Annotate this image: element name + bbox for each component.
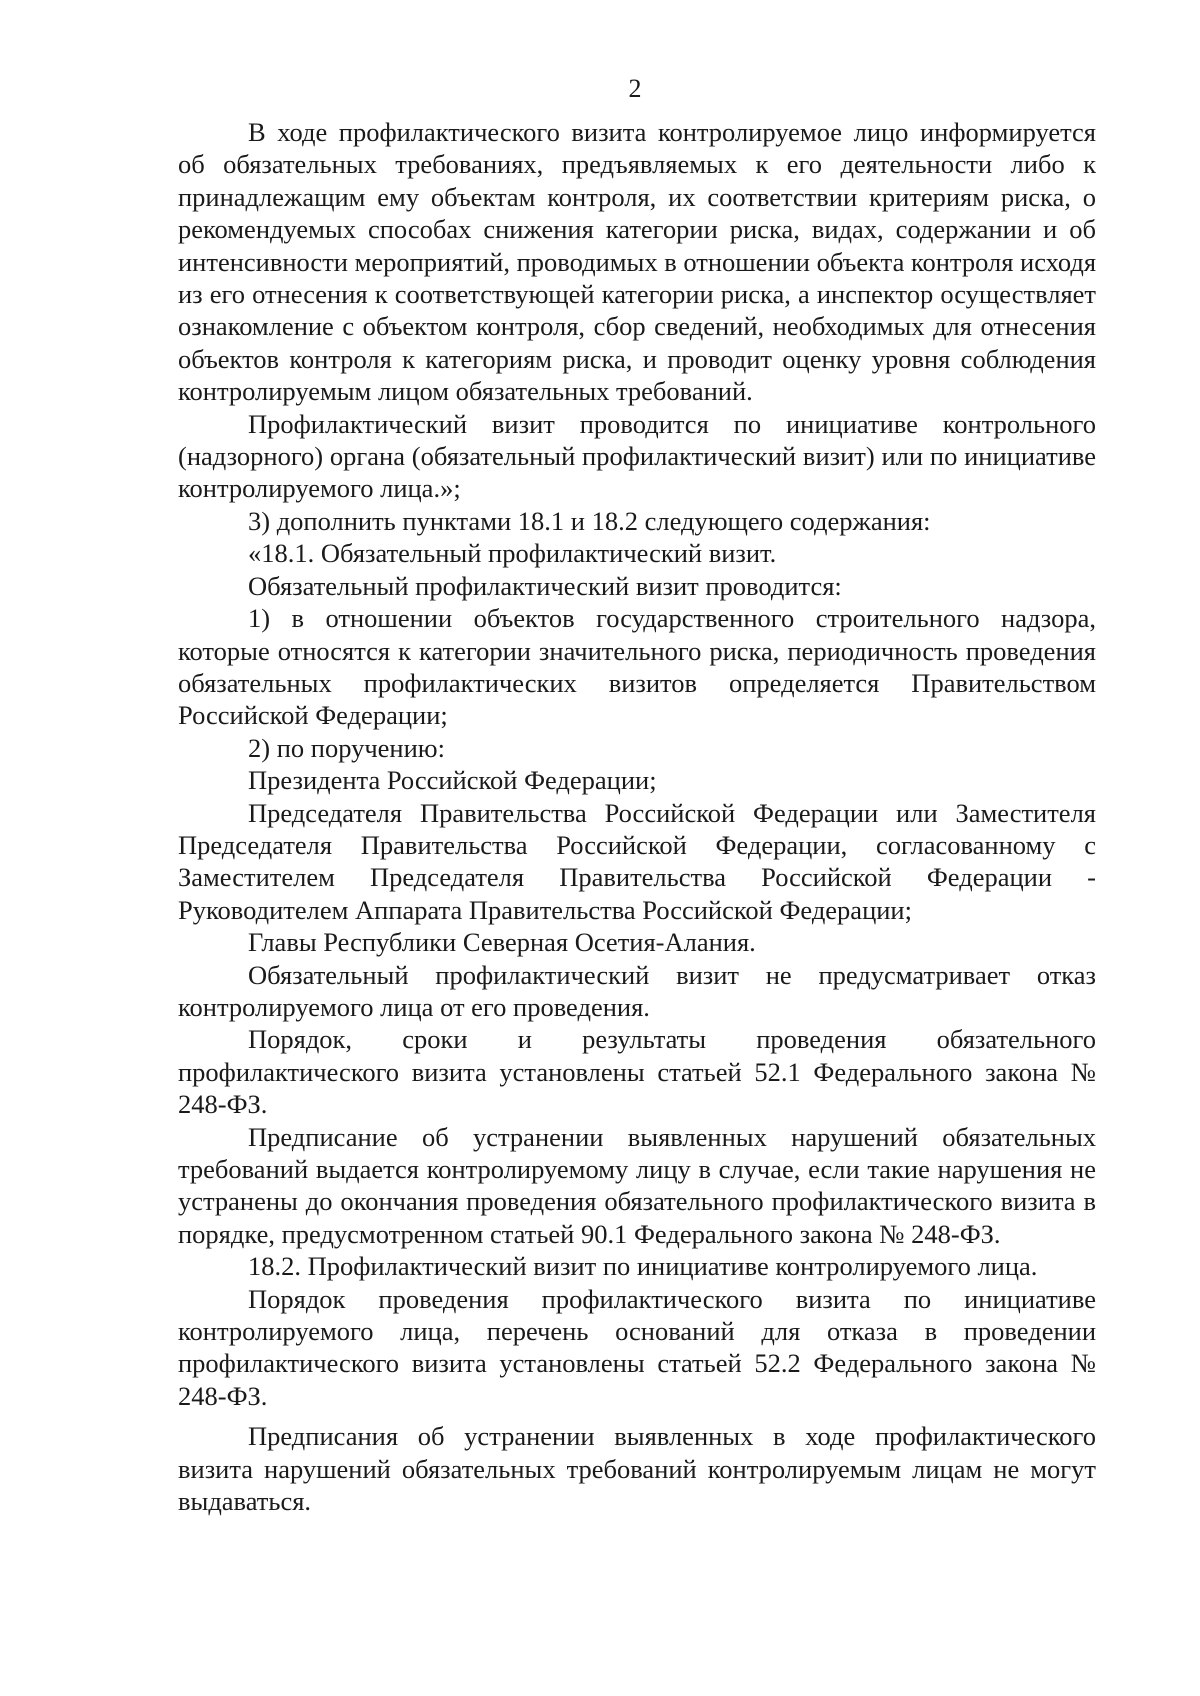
paragraph-section-18-2-heading: 18.2. Профилактический визит по инициативе контролируемого лица. <box>248 1251 1038 1282</box>
paragraph-prescriptions-not-issued: Предписания об устранении выявленных в ходе профилактического визита нарушений обязательных требований контролируемым лицам не могут выдаваться. <box>178 1421 1096 1517</box>
page-number: 2 <box>628 74 642 103</box>
paragraph-section-18-1-heading: «18.1. Обязательный профилактический визит. <box>248 538 777 569</box>
paragraph-no-refusal: Обязательный профилактический визит не предусматривает отказ контролируемого лица от его проведения. <box>178 959 1096 1022</box>
paragraph-item-1-construction-objects: 1) в отношении объектов государственного строительного надзора, которые относятся к категории значительного риска, периодичность проведения обязательных профилактических визитов определяется Правительством Российской Федерации; <box>178 603 1096 731</box>
paragraph-prescription-issued: Предписание об устранении выявленных нарушений обязательных требований выдается контролируемому лицу в случае, если такие нарушения не устранены до окончания проведения обязательного профилактического визита в порядке, предусмотренном статьей 90.1 Федерального закона № 248-ФЗ. <box>178 1121 1096 1249</box>
paragraph-procedure-article-52-1: Порядок, сроки и результаты проведения обязательного профилактического визита установлены статьей 52.1 Федерального закона № 248-ФЗ. <box>178 1024 1096 1120</box>
paragraph-visit-initiative: Профилактический визит проводится по инициативе контрольного (надзорного) органа (обязательный профилактический визит) или по инициативе контролируемого лица.»; <box>178 408 1096 504</box>
paragraph-mandatory-visit-conducted: Обязательный профилактический визит проводится: <box>248 570 842 601</box>
paragraph-president: Президента Российской Федерации; <box>248 765 657 796</box>
paragraph-procedure-article-52-2: Порядок проведения профилактического визита по инициативе контролируемого лица, перечень оснований для отказа в проведении профилактического визита установлены статьей 52.2 Федерального закона № 248-ФЗ. <box>178 1283 1096 1411</box>
paragraph-preventive-visit-info: В ходе профилактического визита контролируемое лицо информируется об обязательных требованиях, предъявляемых к его деятельности либо к принадлежащим ему объектам контроля, их соответствии критериям риска, о рекомендуемых способах снижения категории риска, видах, содержании и об интенсивности мероприятий, проводимых в отношении объекта контроля исходя из его отнесения к соответствующей категории риска, а инспектор осуществляет ознакомление с объектом контроля, сбор сведений, необходимых для отнесения объектов контроля к категориям риска, и проводит оценку уровня соблюдения контролируемым лицом обязательных требований. <box>178 117 1097 407</box>
paragraph-chairman-government: Председателя Правительства Российской Федерации или Заместителя Председателя Правительства Российской Федерации, согласованному с Заместителем Председателя Правительства Российской Федерации - Руководителем Аппарата Правительства Российской Федерации; <box>178 797 1096 925</box>
paragraph-head-of-republic: Главы Республики Северная Осетия-Алания. <box>248 927 756 958</box>
paragraph-item-2-by-order: 2) по поручению: <box>248 732 445 763</box>
paragraph-amendment-item-3: 3) дополнить пунктами 18.1 и 18.2 следующего содержания: <box>248 505 931 536</box>
document-body <box>178 116 1096 1517</box>
